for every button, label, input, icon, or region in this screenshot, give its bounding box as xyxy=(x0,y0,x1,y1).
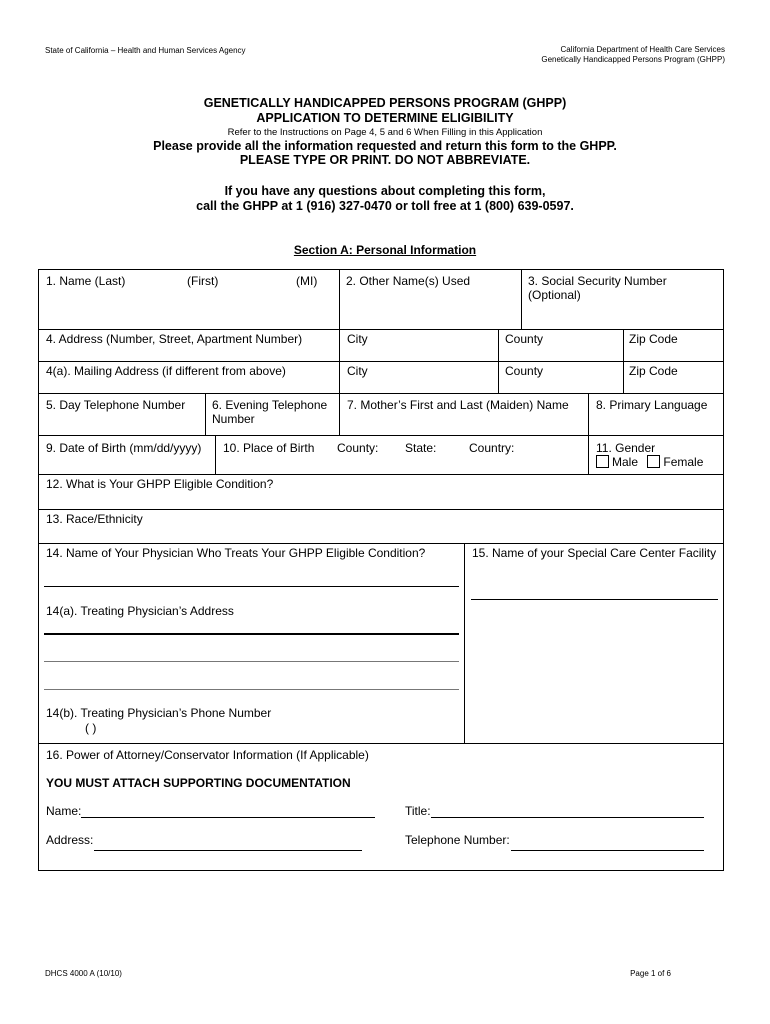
male-label: Male xyxy=(612,455,639,469)
mailing-county-field[interactable]: County xyxy=(505,364,544,378)
physician-name-input[interactable] xyxy=(44,586,459,587)
primary-language-field[interactable]: 8. Primary Language xyxy=(596,398,708,412)
poa-phone-input[interactable] xyxy=(511,850,704,851)
female-label: Female xyxy=(663,455,704,469)
instructions xyxy=(0,139,770,167)
day-phone-field[interactable]: 5. Day Telephone Number xyxy=(46,398,186,412)
care-center-input[interactable] xyxy=(471,599,718,600)
female-checkbox[interactable] xyxy=(647,455,660,468)
other-names-field[interactable]: 2. Other Name(s) Used xyxy=(346,274,471,288)
care-center-label: 15. Name of your Special Care Center Facility xyxy=(472,546,717,560)
physician-address-input-2[interactable] xyxy=(44,661,459,662)
form-title-line2: APPLICATION TO DETERMINE ELIGIBILITY xyxy=(256,111,514,125)
address-field[interactable]: 4. Address (Number, Street, Apartment Number) xyxy=(46,332,303,346)
name-mi-label: (MI) xyxy=(296,274,318,288)
program-name: Genetically Handicapped Persons Program (GHPP) xyxy=(541,55,725,64)
evening-phone-label-2: Number xyxy=(212,412,255,426)
poa-title-label: Title: xyxy=(405,804,431,818)
department-header xyxy=(541,45,725,65)
zip-field[interactable]: Zip Code xyxy=(629,332,678,346)
poa-section-label: 16. Power of Attorney/Conservator Information (If Applicable) xyxy=(46,748,369,762)
form-title-line1: GENETICALLY HANDICAPPED PERSONS PROGRAM (GHPP) xyxy=(203,96,567,110)
gender-label: 11. Gender xyxy=(596,441,656,455)
personal-information-form xyxy=(38,269,724,871)
page-number: Page 1 of 6 xyxy=(630,969,671,978)
mailing-city-field[interactable]: City xyxy=(347,364,368,378)
instructions-line2: PLEASE TYPE OR PRINT. DO NOT ABBREVIATE. xyxy=(239,153,531,167)
name-last-field[interactable]: 1. Name (Last) xyxy=(46,274,126,288)
contact-line1: If you have any questions about completing this form, xyxy=(224,184,546,198)
gender-options xyxy=(596,455,703,469)
mailing-zip-field[interactable]: Zip Code xyxy=(629,364,678,378)
mother-name-field[interactable]: 7. Mother’s First and Last (Maiden) Name xyxy=(347,398,569,412)
city-field[interactable]: City xyxy=(347,332,368,346)
contact-line2: call the GHPP at 1 (916) 327-0470 or toll free at 1 (800) 639-0597. xyxy=(196,199,574,213)
instructions-line1: Please provide all the information requested and return this form to the GHPP. xyxy=(153,139,617,153)
form-title xyxy=(0,96,770,126)
form-id: DHCS 4000 A (10/10) xyxy=(45,969,122,978)
date-of-birth-field[interactable]: 9. Date of Birth (mm/dd/yyyy) xyxy=(46,441,202,455)
birth-country-label: Country: xyxy=(469,441,515,455)
section-a-title: Section A: Personal Information xyxy=(293,243,477,257)
evening-phone-field[interactable]: 6. Evening Telephone xyxy=(212,398,328,412)
race-ethnicity-field[interactable]: 13. Race/Ethnicity xyxy=(46,512,143,526)
physician-address-label: 14(a). Treating Physician’s Address xyxy=(46,604,234,618)
mailing-address-field[interactable]: 4(a). Mailing Address (if different from above) xyxy=(46,364,286,378)
instructions-reference: Refer to the Instructions on Page 4, 5 and 6 When Filling in this Application xyxy=(227,127,543,138)
physician-name-label: 14. Name of Your Physician Who Treats Your GHPP Eligible Condition? xyxy=(46,546,426,560)
ssn-optional-label: (Optional) xyxy=(528,288,581,302)
physician-address-input-1[interactable] xyxy=(44,633,459,635)
ssn-field[interactable]: 3. Social Security Number xyxy=(528,274,667,288)
eligible-condition-field[interactable]: 12. What is Your GHPP Eligible Condition? xyxy=(46,477,274,491)
poa-address-label: Address: xyxy=(46,833,94,847)
physician-phone-label: 14(b). Treating Physician’s Phone Number xyxy=(46,706,272,720)
male-checkbox[interactable] xyxy=(596,455,609,468)
poa-name-label: Name: xyxy=(46,804,82,818)
poa-address-input[interactable] xyxy=(94,850,362,851)
attach-documentation-notice: YOU MUST ATTACH SUPPORTING DOCUMENTATION xyxy=(46,776,351,790)
agency-header: State of California – Health and Human Services Agency xyxy=(45,46,246,55)
name-first-label: (First) xyxy=(187,274,219,288)
contact-info xyxy=(0,184,770,214)
poa-name-input[interactable] xyxy=(81,817,375,818)
birth-state-label: State: xyxy=(405,441,437,455)
department-name: California Department of Health Care Services xyxy=(560,45,725,54)
physician-phone-input[interactable]: ( ) xyxy=(85,721,97,735)
poa-title-input[interactable] xyxy=(431,817,704,818)
physician-address-input-3[interactable] xyxy=(44,689,459,690)
birth-county-label: County: xyxy=(337,441,379,455)
poa-phone-label: Telephone Number: xyxy=(405,833,510,847)
place-of-birth-field[interactable]: 10. Place of Birth xyxy=(223,441,315,455)
county-field[interactable]: County xyxy=(505,332,544,346)
